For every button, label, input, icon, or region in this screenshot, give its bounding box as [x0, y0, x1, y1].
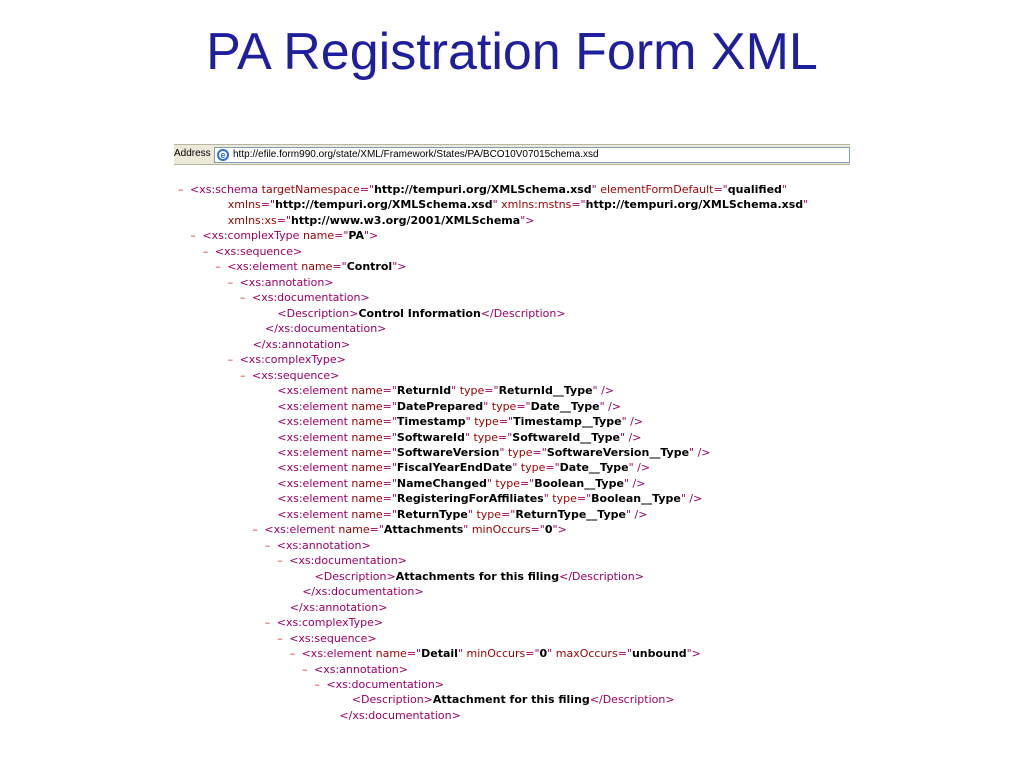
xml-token: name — [351, 461, 383, 475]
xml-token: "> — [364, 229, 379, 243]
xml-token: Boolean__Type — [591, 492, 681, 506]
xml-token: =" — [334, 229, 349, 243]
xml-token: type — [552, 492, 577, 506]
xml-token: " — [803, 198, 809, 212]
xml-token: maxOccurs — [555, 647, 618, 661]
xml-token: " /> — [621, 415, 644, 429]
xml-line — [174, 445, 850, 460]
xml-line — [174, 228, 850, 243]
xml-token: =" — [498, 430, 513, 444]
xml-token: Date__Type — [559, 461, 629, 475]
xml-token: " — [467, 507, 477, 521]
xml-token: name — [351, 384, 383, 398]
xml-token: <Description> — [351, 693, 433, 707]
collapse-toggle-icon[interactable]: – — [264, 616, 271, 630]
xml-line — [174, 615, 850, 630]
xml-token: name — [351, 492, 383, 506]
collapse-toggle-icon[interactable]: – — [240, 368, 246, 382]
xml-token: =" — [516, 399, 531, 413]
xml-token: <xs:documentation> — [326, 678, 445, 691]
xml-token: unbound — [631, 647, 687, 661]
xml-token: </xs:documentation> — [302, 585, 424, 599]
xml-token: " — [451, 384, 460, 398]
xml-token: <xs:complexType> — [239, 353, 346, 367]
xml-token: type — [474, 415, 499, 429]
xml-token: =" — [276, 213, 292, 227]
xml-token: SoftwareVersion — [396, 445, 500, 459]
xml-token: =" — [382, 430, 397, 444]
xml-token: <xs:annotation> — [314, 662, 408, 676]
slide-title: PA Registration Form XML — [206, 23, 818, 81]
xml-token: name — [351, 507, 383, 521]
xml-token: <Description> — [314, 569, 396, 583]
address-url[interactable]: http://efile.form990.org/state/XML/Framework/States/PA/BCO10V07015chema.xsd — [233, 149, 599, 160]
xml-line — [174, 213, 850, 228]
xml-token: <xs:element — [301, 647, 376, 661]
xml-token: RegisteringForAffiliates — [396, 492, 544, 506]
xml-document-view — [174, 182, 850, 723]
xml-token: Timestamp__Type — [513, 415, 622, 429]
xml-token: " /> — [599, 399, 622, 413]
xml-token: " /> — [592, 384, 615, 398]
xml-token: 0 — [544, 523, 553, 537]
xml-token: <xs:element — [277, 430, 352, 444]
xml-token: </xs:documentation> — [339, 708, 461, 722]
xml-token: <xs:sequence> — [214, 244, 303, 258]
xml-token: xmlns:mstns — [501, 198, 572, 212]
xml-token: " — [781, 183, 787, 196]
xml-token: =" — [532, 445, 547, 459]
xml-token: </Description> — [559, 569, 644, 583]
xml-token: <xs:element — [277, 461, 352, 475]
xml-token: type — [476, 507, 502, 521]
xml-line — [174, 522, 850, 537]
xml-token: Attachments — [383, 523, 464, 537]
xml-line — [174, 244, 850, 259]
xml-token: "> — [552, 523, 567, 537]
xml-token: =" — [530, 523, 545, 537]
xml-token: =" — [382, 492, 397, 506]
xml-token: " — [492, 198, 502, 212]
xml-token: " /> — [689, 445, 711, 459]
xml-token: Timestamp — [396, 415, 466, 429]
xml-token: elementFormDefault — [600, 183, 714, 196]
xml-line — [174, 414, 850, 429]
xml-token: =" — [382, 476, 397, 490]
xml-token: Date__Type — [530, 399, 600, 413]
xml-line — [174, 646, 850, 661]
xml-token: <xs:element — [277, 399, 352, 413]
xml-token: qualified — [727, 183, 782, 196]
xml-token: 0 — [539, 647, 548, 661]
xml-token: =" — [501, 507, 516, 521]
xml-token: name — [338, 523, 370, 537]
xml-line — [174, 662, 850, 677]
xml-token: " — [457, 647, 467, 661]
xml-token: "> — [686, 647, 701, 661]
xml-token: name — [351, 445, 383, 459]
xml-line — [174, 290, 850, 305]
xml-token: " — [512, 461, 521, 475]
xml-line — [174, 306, 850, 321]
xml-token: =" — [498, 415, 514, 429]
xml-token: </xs:annotation> — [289, 600, 388, 614]
xml-token: minOccurs — [466, 647, 526, 661]
xml-token: "> — [392, 260, 407, 274]
xml-token: http://tempuri.org/XMLSchema.xsd — [374, 183, 592, 196]
xml-line — [174, 507, 850, 522]
xml-line — [174, 368, 850, 383]
collapse-toggle-icon[interactable]: – — [215, 260, 221, 274]
xml-token: minOccurs — [471, 523, 531, 537]
xml-token: http://tempuri.org/XMLSchema.xsd — [275, 198, 493, 212]
xml-token: DatePrepared — [396, 399, 484, 413]
xml-token: " — [547, 647, 556, 661]
xml-line — [174, 352, 850, 367]
xml-token: name — [302, 229, 335, 243]
collapse-toggle-icon[interactable]: – — [314, 678, 320, 691]
xml-token: SoftwareVersion__Type — [546, 445, 690, 459]
address-field[interactable] — [214, 147, 850, 163]
xml-token: " — [483, 399, 492, 413]
xml-token: <xs:element — [277, 476, 352, 490]
xml-token: "> — [520, 213, 535, 227]
xml-token: FiscalYearEndDate — [396, 461, 513, 475]
xml-line — [174, 259, 850, 274]
collapse-toggle-icon[interactable]: – — [240, 291, 246, 305]
xml-token: name — [351, 399, 383, 413]
xml-token: =" — [713, 183, 728, 196]
xml-token: <xs:sequence> — [289, 631, 377, 645]
xml-line — [174, 460, 850, 475]
collapse-toggle-icon[interactable]: – — [289, 647, 296, 661]
xml-token: PA — [348, 229, 364, 243]
xml-token: " — [543, 492, 553, 506]
xml-token: SoftwareId — [396, 430, 465, 444]
collapse-toggle-icon[interactable]: – — [252, 523, 258, 537]
collapse-toggle-icon[interactable]: – — [302, 662, 308, 676]
xml-token: =" — [260, 198, 276, 212]
xml-token: " — [486, 476, 496, 490]
xml-token: <xs:documentation> — [289, 554, 407, 568]
xml-line — [174, 476, 850, 491]
xml-token: Control Information — [358, 306, 481, 320]
xml-token: <Description> — [277, 306, 359, 320]
xml-token: =" — [545, 461, 560, 475]
xml-token: <xs:sequence> — [252, 368, 340, 382]
xml-token: ReturnId__Type — [498, 384, 593, 398]
xml-token: </xs:annotation> — [252, 337, 351, 351]
xml-token: <xs:annotation> — [239, 275, 334, 289]
xml-token: =" — [406, 647, 422, 661]
xml-token: xmlns — [227, 198, 261, 212]
xml-token: =" — [382, 399, 397, 413]
xml-token: name — [351, 415, 383, 429]
collapse-toggle-icon[interactable]: – — [190, 229, 196, 243]
xml-token: ReturnType — [396, 507, 468, 521]
xml-token: " — [464, 430, 474, 444]
xml-token: <xs:element — [277, 492, 352, 506]
xml-token: SoftwareId__Type — [512, 430, 620, 444]
xml-token: <xs:element — [227, 260, 302, 274]
xml-line — [174, 197, 850, 212]
xml-token: " /> — [680, 492, 703, 506]
xml-token: targetNamespace — [261, 183, 360, 196]
xml-line — [174, 383, 850, 398]
xml-token: <xs:element — [277, 507, 352, 521]
collapse-toggle-icon[interactable]: – — [202, 244, 209, 258]
xml-token: " — [463, 523, 472, 537]
xml-token: Attachments for this filing — [395, 569, 560, 583]
xml-line — [174, 182, 850, 197]
xml-token: type — [507, 445, 533, 459]
xml-token: <xs:element — [277, 384, 352, 398]
collapse-toggle-icon[interactable]: – — [264, 538, 271, 552]
xml-token: " /> — [619, 430, 642, 444]
xml-token: type — [473, 430, 499, 444]
xml-token: " /> — [626, 507, 648, 521]
xml-line — [174, 430, 850, 445]
xml-token: http://www.w3.org/2001/XMLSchema — [291, 213, 521, 227]
address-bar — [174, 144, 850, 165]
xml-line — [174, 569, 850, 584]
xml-token: =" — [359, 183, 375, 196]
xml-token: NameChanged — [396, 476, 487, 490]
xml-line — [174, 491, 850, 506]
xml-token: http://tempuri.org/XMLSchema.xsd — [585, 198, 804, 212]
xml-line — [174, 337, 850, 352]
xml-token: <xs:documentation> — [252, 291, 370, 305]
xml-token: <xs:complexType — [202, 229, 303, 243]
xml-token: =" — [571, 198, 586, 212]
xml-token: <xs:element — [277, 415, 352, 429]
xml-token: Detail — [421, 647, 458, 661]
xml-token: </Description> — [589, 693, 675, 707]
xml-token: name — [351, 430, 383, 444]
xml-line — [174, 275, 850, 290]
xml-token: " /> — [628, 461, 651, 475]
xml-line — [174, 321, 850, 336]
xml-line — [174, 631, 850, 646]
xml-token: name — [301, 260, 333, 274]
xml-token: Control — [346, 260, 393, 274]
xml-token: =" — [519, 476, 535, 490]
xml-token: ReturnId — [396, 384, 452, 398]
ie-page-icon: e — [217, 149, 229, 161]
collapse-toggle-icon[interactable]: – — [178, 183, 184, 196]
xml-line — [174, 399, 850, 414]
address-label: Address — [174, 148, 211, 159]
xml-token: =" — [332, 260, 347, 274]
xml-token: </xs:documentation> — [265, 322, 387, 336]
xml-token: =" — [382, 415, 397, 429]
xml-token: =" — [369, 523, 384, 537]
xml-token: <xs:schema — [190, 183, 262, 196]
xml-token: Boolean__Type — [534, 476, 624, 490]
xml-line — [174, 692, 850, 707]
xml-token: name — [351, 476, 383, 490]
xml-token: ReturnType__Type — [515, 507, 626, 521]
xml-token: xmlns:xs — [227, 213, 277, 227]
xml-line — [174, 600, 850, 615]
xml-token: =" — [382, 507, 397, 521]
xml-token: =" — [525, 647, 540, 661]
xml-line — [174, 553, 850, 568]
xml-token: <xs:annotation> — [276, 538, 371, 552]
collapse-toggle-icon[interactable]: – — [227, 275, 234, 289]
xml-token: type — [520, 461, 546, 475]
xml-token: =" — [484, 384, 499, 398]
xml-token: <xs:complexType> — [276, 616, 384, 630]
xml-token: =" — [382, 445, 397, 459]
xml-token: =" — [576, 492, 592, 506]
xml-token: type — [495, 476, 520, 490]
collapse-toggle-icon[interactable]: – — [277, 554, 283, 568]
xml-token: " /> — [623, 476, 646, 490]
xml-token: " — [499, 445, 508, 459]
collapse-toggle-icon[interactable]: – — [277, 631, 283, 645]
xml-token: Attachment for this filing — [432, 693, 590, 707]
xml-token: <xs:element — [264, 523, 339, 537]
xml-token: <xs:element — [277, 445, 352, 459]
xml-line — [174, 584, 850, 599]
xml-line — [174, 677, 850, 692]
xml-token: type — [491, 399, 517, 413]
xml-token: type — [459, 384, 485, 398]
xml-token: </Description> — [480, 306, 566, 320]
xml-token: name — [375, 647, 407, 661]
xml-token: =" — [382, 461, 397, 475]
xml-token: =" — [617, 647, 632, 661]
collapse-toggle-icon[interactable]: – — [227, 353, 234, 367]
xml-token: " — [465, 415, 475, 429]
xml-token: " — [591, 183, 601, 196]
xml-line — [174, 538, 850, 553]
browser-screenshot — [174, 144, 850, 724]
xml-token: =" — [382, 384, 397, 398]
xml-line — [174, 708, 850, 723]
